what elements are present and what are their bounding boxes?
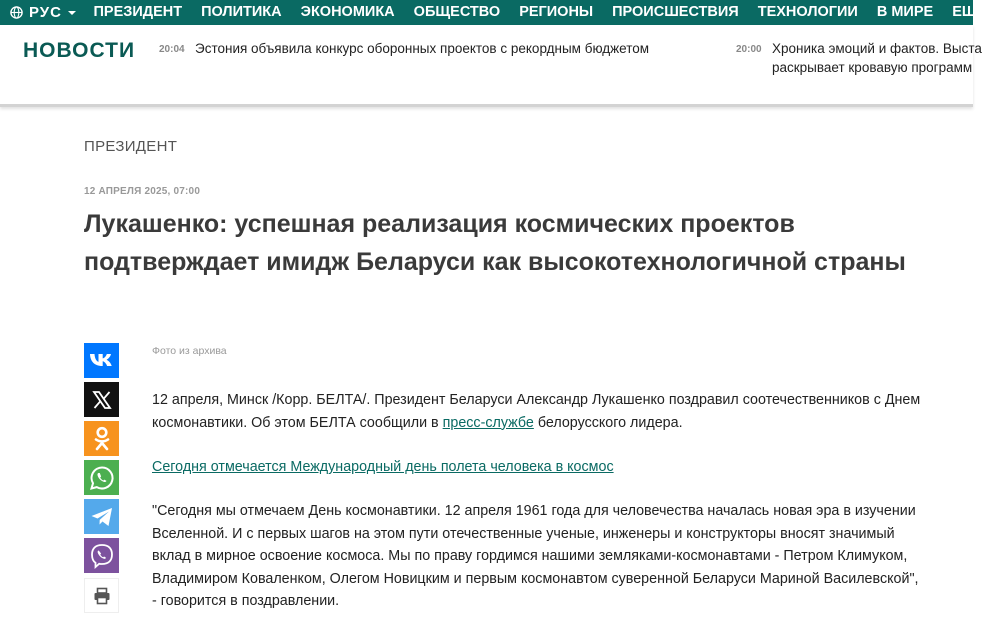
print-button[interactable]	[84, 578, 119, 613]
article-date: 12 АПРЕЛЯ 2025, 07:00	[84, 186, 201, 197]
vk-icon	[89, 353, 115, 369]
share-vk-button[interactable]	[84, 343, 119, 378]
telegram-icon	[90, 506, 114, 528]
related-paragraph	[152, 456, 922, 479]
share-viber-button[interactable]	[84, 538, 119, 573]
whatsapp-icon	[89, 465, 115, 491]
article-quote-paragraph: "Сегодня мы отмечаем День космонавтики. 12 апреля 1961 года для человечества началась новая эра в изучении Вселенной. И с первых шагов на этом пути отечественные ученые, инженеры и конструкторы вносят значимый вклад в мирное освоение космоса. Мы по праву гордимся нашими земляками-космонавтами - Петром Климуком, Владимиром Коваленком, Олегом Новицким и первым космонавтом суверенной Беларуси Мариной Василевской", - говорится в поздравлении.	[152, 503, 919, 609]
news-time: 20:00	[736, 44, 762, 55]
photo-caption: Фото из архива	[152, 345, 227, 357]
nav-item-politics[interactable]: ПОЛИТИКА	[201, 4, 282, 20]
news-item-link[interactable]: Хроника эмоций и фактов. Выста	[772, 41, 982, 56]
x-icon	[91, 389, 113, 411]
language-switcher[interactable]	[0, 0, 84, 25]
nav-item-incidents[interactable]: ПРОИСШЕСТВИЯ	[612, 4, 739, 20]
news-item-link[interactable]: Эстония объявила конкурс оборонных проектов с рекордным бюджетом	[195, 41, 650, 56]
paragraph-text: белорусского лидера.	[533, 414, 683, 431]
news-item-link[interactable]: раскрывает кровавую программ	[772, 60, 973, 75]
language-label: РУС	[29, 4, 62, 21]
share-whatsapp-button[interactable]	[84, 460, 119, 495]
viber-icon	[89, 543, 115, 569]
share-odnoklassniki-button[interactable]	[84, 421, 119, 456]
news-ticker-label[interactable]: НОВОСТИ	[23, 39, 136, 62]
nav-item-economy[interactable]: ЭКОНОМИКА	[300, 4, 395, 20]
nav-item-more[interactable]: ЕЩЕ	[952, 4, 987, 20]
nav-item-society[interactable]: ОБЩЕСТВО	[413, 4, 501, 20]
article-title: Лукашенко: успешная реализация космических проектов подтверждает имидж Беларуси как высокотехнологичной страны	[84, 210, 906, 276]
paragraph-text: 12 апреля, Минск /Корр. БЕЛТА/. Президент Беларуси Александр Лукашенко поздравил соотечественников с Днем космонавтики. Об этом БЕЛТА сообщили в	[152, 392, 921, 431]
news-time: 20:04	[159, 44, 185, 55]
odnoklassniki-icon	[93, 426, 111, 452]
top-navigation	[0, 0, 987, 25]
article-rubric[interactable]: ПРЕЗИДЕНТ	[84, 138, 178, 155]
press-service-link[interactable]: пресс-службе	[442, 414, 534, 431]
nav-item-president[interactable]: ПРЕЗИДЕНТ	[93, 4, 183, 20]
news-ticker	[0, 25, 982, 107]
print-icon	[93, 587, 111, 605]
chevron-down-icon	[68, 11, 76, 15]
globe-icon	[10, 6, 23, 19]
nav-item-technology[interactable]: ТЕХНОЛОГИИ	[757, 4, 858, 20]
article-paragraph	[152, 389, 922, 434]
nav-item-world[interactable]: В МИРЕ	[876, 4, 934, 20]
related-article-link[interactable]: Сегодня отмечается Международный день полета человека в космос	[152, 459, 614, 475]
share-x-button[interactable]	[84, 382, 119, 417]
nav-item-regions[interactable]: РЕГИОНЫ	[519, 4, 594, 20]
share-telegram-button[interactable]	[84, 499, 119, 534]
